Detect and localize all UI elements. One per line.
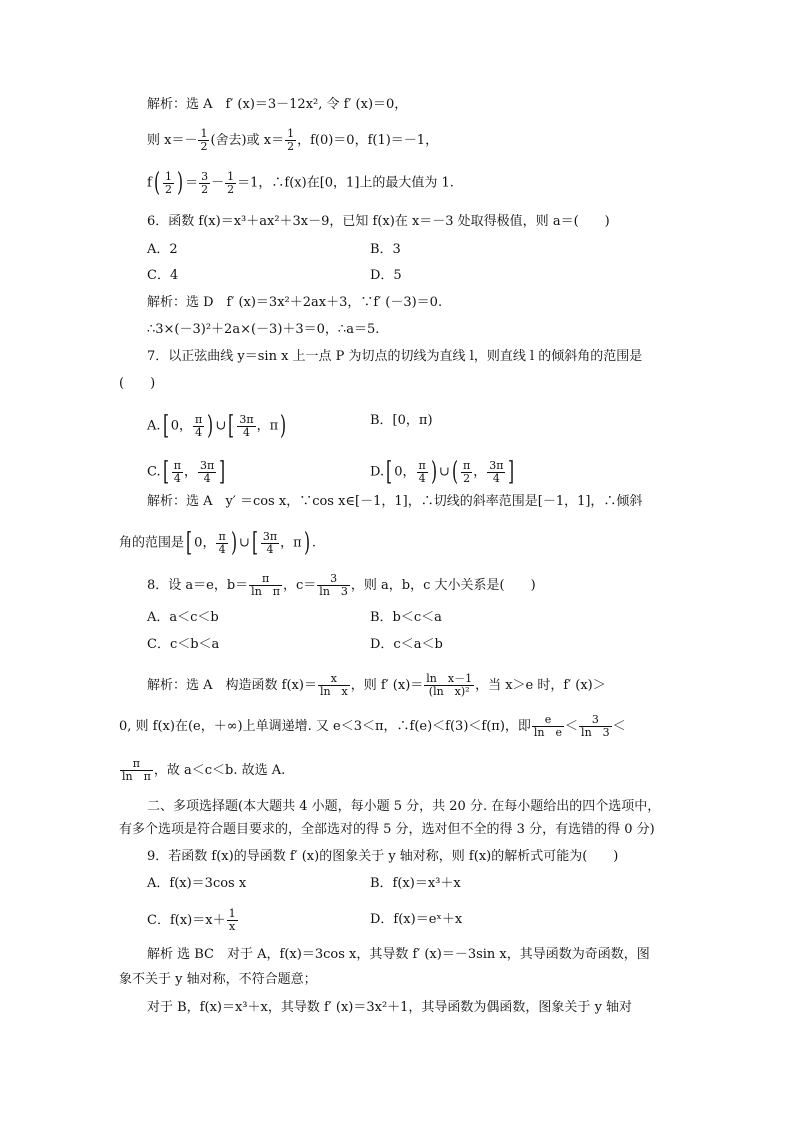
q6-option-c: C．4 [147,268,179,283]
q8-solution-line3: $\frac{\pi}{\text{ln π}}$ ，故 a＜c＜b. 故选 A. [122,757,286,783]
q7-solution-line1: 解析：选 A y′ ＝cos x，∵cos x∈[－1，1]，∴切线的斜率范围是[－1，1]，∴倾斜 [147,494,643,509]
q8-option-d: D．c＜a＜b [370,637,443,652]
q8-stem: 8．设 a＝e，b＝ $\frac{\pi}{\text{ln π}}$ ，c＝ $\frac{3}{\ln 3}$ ，则 a，b，c 大小关系是( ) [147,572,536,598]
q9-solution-line1: 解析 选 BC 对于 A，f(x)＝3cos x，其导数 f′ (x)＝－3sin x，其导函数为奇函数，图 [147,947,650,962]
fraction-half: $\frac{1}{2}$ [200,127,208,153]
q6-solution-line2: ∴3×(－3)²＋2a×(－3)＋3＝0，∴a＝5. [147,322,380,337]
q7-option-a: A.[ 0， $\frac{\pi}{4}$ ) ∪[ $\frac{3\pi}{4}$ ，π) [147,411,287,441]
q7-stem-line2: ( ) [119,376,156,391]
q8-option-b: B．b＜c＜a [370,610,442,625]
section-two-heading-line2: 有多个选项是符合题目要求的，全部选对的得 5 分，选对但不全的得 3 分，有选错的得 0 分) [119,822,655,837]
q8-option-a: A．a＜c＜b [147,610,219,625]
q5-solution-line3: f( $\frac{1}{2}$ ) ＝ $\frac{3}{2}$ － $\frac{1}{2}$ ＝1，∴f(x)在[0，1]上的最大值为 1. [147,168,454,198]
q5-solution-line1: 解析：选 A f′ (x)＝3－12x², 令 f′ (x)＝0， [147,97,408,112]
q7-option-c: C.[ $\frac{\pi}{4}$ ， $\frac{3\pi}{4}$ ] [147,457,226,487]
q7-option-d: D.[ 0， $\frac{\pi}{4}$ ) ∪( $\frac{\pi}{2}$ ， $\frac{3\pi}{4}$ ] [370,457,515,487]
q9-stem: 9．若函数 f(x)的导函数 f′ (x)的图象关于 y 轴对称，则 f(x)的解析式可能为( ) [147,849,619,864]
q7-stem-line1: 7．以正弦曲线 y＝sin x 上一点 P 为切点的切线为直线 l，则直线 l 的倾斜角的范围是 [147,349,643,364]
q6-option-b: B．3 [370,242,401,257]
q9-option-d: D．f(x)＝eˣ＋x [370,912,463,927]
section-two-heading-line1: 二、多项选择题(本大题共 4 小题，每小题 5 分，共 20 分. 在每小题给出的四个选项中， [147,799,661,814]
q6-solution-line1: 解析：选 D f′ (x)＝3x²＋2ax＋3，∵f′ (－3)＝0. [147,295,443,310]
fraction-half: $\frac{1}{2}$ [287,127,295,153]
q7-option-b: B．[0，π) [370,413,433,428]
q9-option-c: C．f(x)＝x＋ $\frac{1}{x}$ [147,907,236,933]
q9-option-b: B．f(x)＝x³＋x [370,876,461,891]
q8-option-c: C．c＜b＜a [147,637,220,652]
q7-solution-line2: 角的范围是[ 0， $\frac{\pi}{4}$ ) ∪[ $\frac{3\pi}{4}$ ，π) . [119,528,316,558]
q6-stem: 6．函数 f(x)＝x³＋ax²＋3x－9，已知 f(x)在 x＝－3 处取得极值，则 a＝( ) [147,214,610,229]
q8-solution-line2: 0, 则 f(x)在(e，＋∞)上单调递增. 又 e＜3＜π，∴f(e)＜f(3)＜f(π)，即 $\frac{e}{\text{ln e}}$ ＜ $\frac{3}{\ln 3}$ ＜ [119,713,626,739]
q9-solution-line2: 象不关于 y 轴对称，不符合题意； [119,972,317,987]
q9-solution-line3: 对于 B，f(x)＝x³＋x，其导数 f′ (x)＝3x²＋1，其导函数为偶函数，图象关于 y 轴对 [147,1000,633,1015]
q5-solution-line2: 则 x＝－ $\frac{1}{2}$ (舍去)或 x＝ $\frac{1}{2}$ ，f(0)＝0，f(1)＝－1， [147,127,439,153]
q6-option-d: D．5 [370,268,402,283]
q8-solution-line1: 解析：选 A 构造函数 f(x)＝ $\frac{x}{\text{ln x}}$ ，则 f′ (x)＝ $\frac{\text{ln x－1}}{\text{(ln x)²}}$ ，当 x＞e 时，f′ (x)＞ [147,672,606,698]
q9-option-a: A．f(x)＝3cos x [147,876,247,891]
q6-option-a: A．2 [147,242,178,257]
